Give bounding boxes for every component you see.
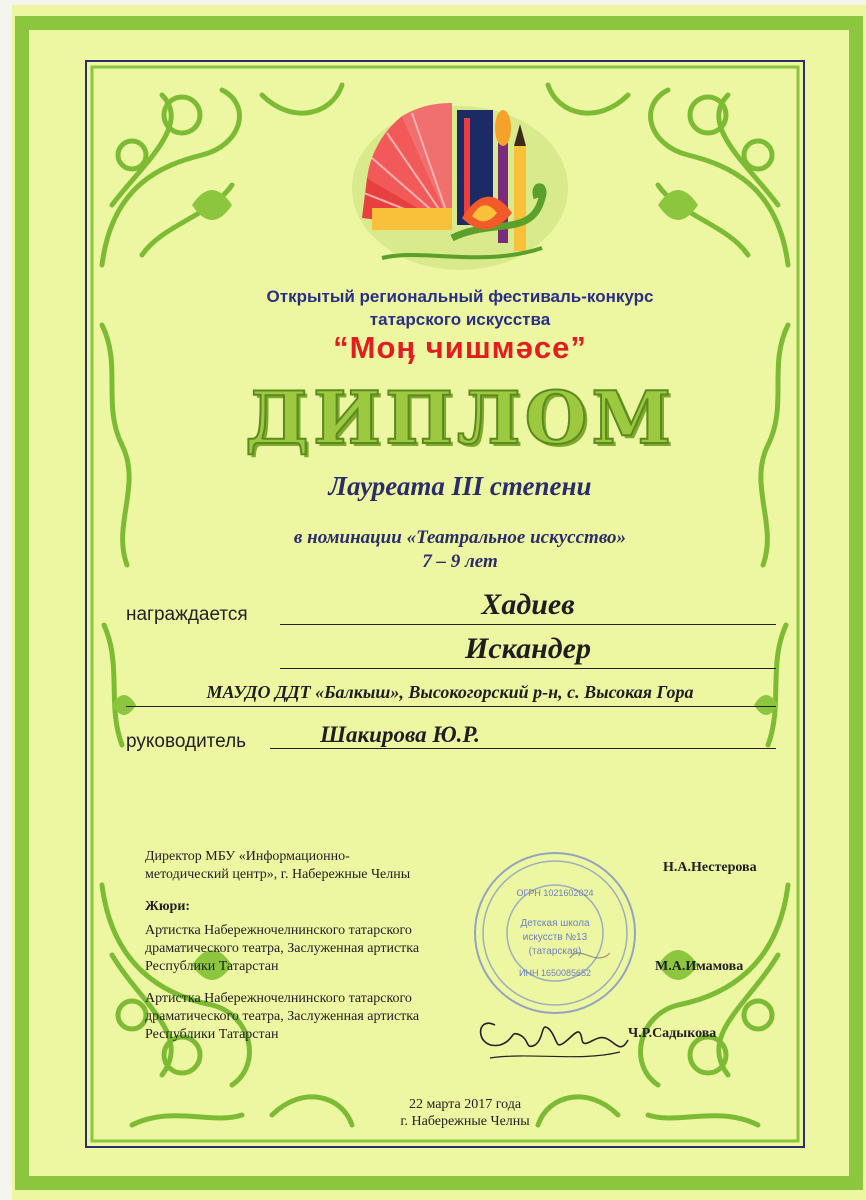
diploma-degree: Лауреата III степени <box>328 471 592 501</box>
jury1-name: М.А.Имамова <box>655 959 744 974</box>
stamp-ogrn: ОГРН 1021602024 <box>516 888 594 898</box>
leader-label: руководитель <box>126 731 247 752</box>
awardee-given-name: Искандер <box>465 632 591 665</box>
awarded-label: награждается <box>126 604 248 625</box>
jury1-line-1: Артистка Набережночелнинского татарского <box>145 923 412 938</box>
age-group: 7 – 9 лет <box>422 551 498 572</box>
fan-icon <box>362 103 452 230</box>
pencil-icon <box>514 146 526 251</box>
nomination: в номинации «Театральное искусство» <box>293 527 627 548</box>
stamp-center-1: Детская школа <box>520 918 590 929</box>
jury1-line-3: Республики Татарстан <box>145 959 279 974</box>
diploma-title: ДИПЛОМ <box>244 375 676 460</box>
director-title-line-1: Директор МБУ «Информационно- <box>145 849 350 864</box>
festival-line-1: Открытый региональный фестиваль-конкурс <box>266 287 654 306</box>
organization-underline <box>126 706 776 707</box>
festival-name: “Моӊ чишмәсе” <box>333 330 587 365</box>
issue-city: г. Набережные Челны <box>400 1114 530 1129</box>
jury2-line-3: Республики Татарстан <box>145 1027 279 1042</box>
director-name: Н.А.Нестерова <box>663 860 757 875</box>
jury1-line-2: драматического театра, Заслуженная артистка <box>145 941 420 956</box>
surname-underline <box>280 624 776 625</box>
director-title-line-2: методический центр», г. Набережные Челны <box>145 867 411 882</box>
jury-label: Жюри: <box>145 899 191 914</box>
festival-logo <box>342 98 582 278</box>
given-name-underline <box>280 668 776 669</box>
awardee-surname: Хадиев <box>481 588 575 621</box>
jury2-name: Ч.Р.Садыкова <box>628 1026 717 1041</box>
school-stamp <box>470 848 640 1018</box>
stamp-center-2: искусств №13 <box>522 932 588 943</box>
stamp-center-3: (татарская) <box>528 946 582 957</box>
leader-name: Шакирова Ю.Р. <box>320 722 480 747</box>
jury2-line-2: драматического театра, Заслуженная артистка <box>145 1009 420 1024</box>
issue-date: 22 марта 2017 года <box>408 1097 522 1112</box>
stamp-inn: ИНН 1650085652 <box>518 968 592 978</box>
festival-line-2: татарского искусства <box>369 310 551 329</box>
leader-underline <box>270 748 776 749</box>
handwritten-signature <box>470 1000 630 1070</box>
jury2-line-1: Артистка Набережночелнинского татарского <box>145 991 412 1006</box>
awardee-organization: МАУДО ДДТ «Балкыш», Высокогорский р-н, с. Высокая Гора <box>206 682 694 702</box>
